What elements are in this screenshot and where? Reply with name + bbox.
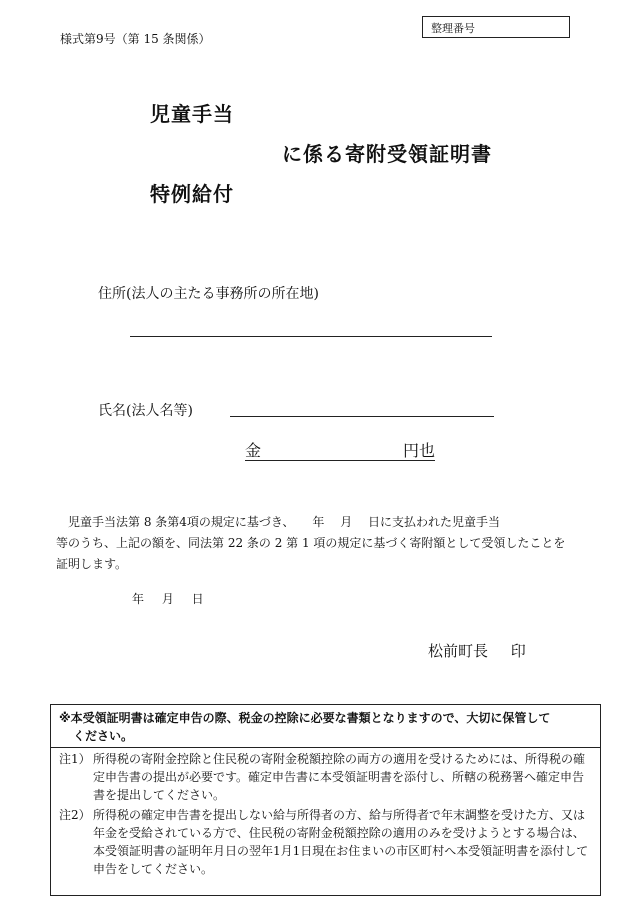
list-item [51,748,600,804]
title-line-special-benefit: 特例給付 [150,182,234,206]
note-text: 所得税の確定申告書を提出しない給与所得者の方、給与所得者で年末調整を受けた方、又は年金を受給されている方で、住民税の寄附金税額控除の適用のみを受けようとする場合は、本受領証明書の証明年月日の翌年1月1日現在お住まいの市区町村へ本受領証明書を添付して申告をしてください。 [93,808,589,876]
notice-heading-line-1: ※本受領証明書は確定申告の際、税金の控除に必要な書類となりますので、大切に保管して [59,711,551,725]
amount-prefix: 金 [245,441,262,460]
note-tag: 注1） [59,752,91,766]
list-item [51,804,600,878]
reference-number-label: 整理番号 [431,22,475,35]
amount-field[interactable] [245,438,435,461]
name-field[interactable] [230,416,494,417]
page-title: に係る寄附受領証明書 [282,142,492,166]
signer-line: 松前町長 印 [428,642,526,660]
notice-heading-line-2: ください。 [73,729,134,743]
certification-line-1: 児童手当法第 8 条第4項の規定に基づき、 年 月 日に支払われた児童手当 [68,515,501,529]
note-tag: 注2） [59,808,91,822]
title-line-child-allowance: 児童手当 [150,102,234,126]
address-label: 住所(法人の主たる事務所の所在地) [98,286,319,302]
form-number: 様式第9号（第 15 条関係） [60,32,211,46]
certification-line-3: 証明します。 [56,557,128,571]
certification-text [56,512,581,575]
certification-line-2: 等のうち、上記の額を、同法第 22 条の 2 第 1 項の規定に基づく寄附額として受領したことを [56,536,566,550]
note-text: 所得税の寄附金控除と住民税の寄附金税額控除の両方の適用を受けるためには、所得税の確定申告書の提出が必要です。確定申告書に本受領証明書を添付し、所轄の税務署へ確定申告書を提出してください。 [93,752,586,802]
amount-suffix: 円也 [402,441,435,460]
address-field[interactable] [130,336,492,337]
reference-number-box [422,16,570,38]
notice-heading [51,705,600,748]
notice-box [50,704,601,896]
name-label: 氏名(法人名等) [98,403,193,419]
date-line: 年 月 日 [132,592,204,606]
